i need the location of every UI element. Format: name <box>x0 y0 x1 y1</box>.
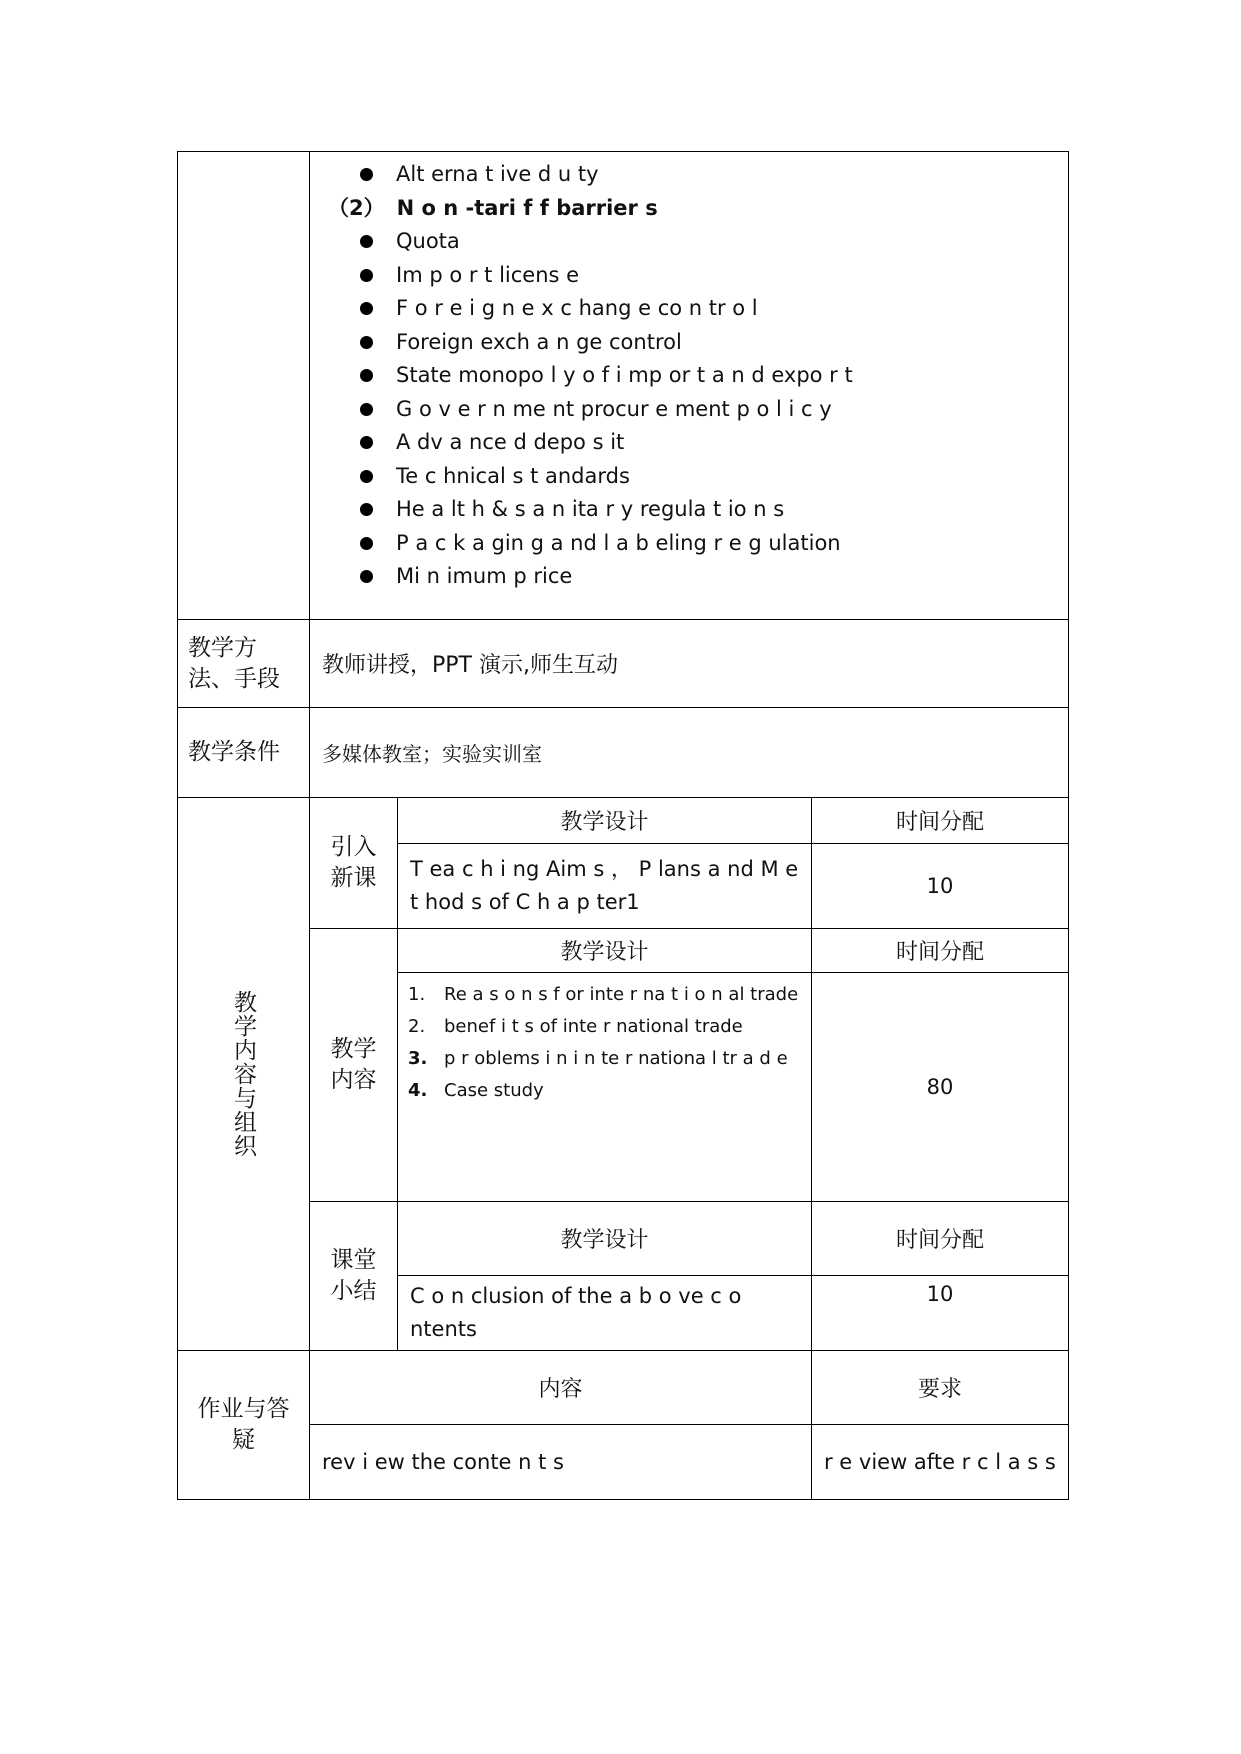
intro-label: 引入新课 <box>310 798 398 929</box>
bullet-icon <box>360 168 373 181</box>
teaching-methods-value: 教师讲授，PPT 演示,师生互动 <box>310 620 1069 708</box>
homework-requirement-header: 要求 <box>812 1351 1069 1425</box>
bullet-icon <box>360 470 373 483</box>
intro-text: T ea c h i ng Aim s ， P lans a nd M e t hod s of C h a p ter1 <box>398 844 812 929</box>
list-item: 4. Case study <box>408 1080 544 1101</box>
list-item: A dv a nce d depo s it <box>310 426 1068 460</box>
intro-design-header: 教学设计 <box>398 798 812 844</box>
content-org-label-cell <box>178 798 310 1351</box>
list-item: 2. benef i t s of inte r national trade <box>408 1016 743 1037</box>
list-item: Alt erna t ive d u ty <box>310 158 1068 192</box>
intro-time-header: 时间分配 <box>812 798 1069 844</box>
bullet-icon <box>360 570 373 583</box>
intro-time: 10 <box>812 844 1069 929</box>
subheading-non-tariff: （2） N o n -tari f f barrier s <box>328 195 658 220</box>
teaching-conditions-label: 教学条件 <box>178 708 310 798</box>
homework-content: rev i ew the conte n t s <box>310 1425 812 1500</box>
list-item: Te c hnical s t andards <box>310 460 1068 494</box>
bullet-icon <box>360 235 373 248</box>
summary-time-header: 时间分配 <box>812 1202 1069 1276</box>
homework-requirement: r e view afte r c l a s s <box>812 1425 1069 1500</box>
main-time-header: 时间分配 <box>812 929 1069 973</box>
list-item: P a c k a gin g a nd l a b eling r e g ulation <box>310 527 1068 561</box>
summary-time: 10 <box>812 1276 1069 1351</box>
teaching-conditions-row <box>178 708 1069 798</box>
list-item: State monopo l y o f i mp or t a n d expo r t <box>310 359 1068 393</box>
list-item: Quota <box>310 225 1068 259</box>
list-item: 3. p r oblems i n i n te r nationa l tr a d e <box>408 1048 788 1069</box>
list-item: Foreign exch a n ge control <box>310 326 1068 360</box>
summary-header-row <box>178 1202 1069 1276</box>
bullet-icon <box>360 369 373 382</box>
homework-row <box>178 1425 1069 1500</box>
measures-label-cell <box>178 152 310 620</box>
main-label: 教学内容 <box>310 929 398 1202</box>
intro-header-row <box>178 798 1069 844</box>
bullet-icon <box>360 269 373 282</box>
bullet-icon <box>360 537 373 550</box>
measures-content-cell <box>310 152 1069 620</box>
main-time: 80 <box>812 973 1069 1202</box>
homework-label: 作业与答疑 <box>178 1351 310 1500</box>
main-design-header: 教学设计 <box>398 929 812 973</box>
main-content-cell <box>398 973 812 1202</box>
list-item: 1. Re a s o n s f or inte r na t i o n al trade <box>408 984 799 1005</box>
trade-barriers-list <box>310 152 1068 606</box>
bullet-icon <box>360 436 373 449</box>
main-content-list <box>398 973 811 1137</box>
summary-design-header: 教学设计 <box>398 1202 812 1276</box>
main-header-row <box>178 929 1069 973</box>
summary-text: C o n clusion of the a b o ve c o ntents <box>398 1276 812 1351</box>
list-item: He a lt h & s a n ita r y regula t io n s <box>310 493 1068 527</box>
list-item: Mi n imum p rice <box>310 560 1068 594</box>
bullet-icon <box>360 503 373 516</box>
list-item: G o v e r n me nt procur e ment p o l i c y <box>310 393 1068 427</box>
lesson-plan-table <box>177 151 1069 1500</box>
homework-content-header: 内容 <box>310 1351 812 1425</box>
teaching-conditions-value: 多媒体教室；实验实训室 <box>310 708 1069 798</box>
summary-label: 课堂小结 <box>310 1202 398 1351</box>
bullet-icon <box>360 336 373 349</box>
content-org-label: 教学内容与组织 <box>230 990 256 1158</box>
list-item: F o r e i g n e x c hang e co n tr o l <box>310 292 1068 326</box>
bullet-icon <box>360 302 373 315</box>
teaching-methods-label: 教学方法、手段 <box>178 620 310 708</box>
bullet-icon <box>360 403 373 416</box>
teaching-methods-row <box>178 620 1069 708</box>
homework-header-row <box>178 1351 1069 1425</box>
list-item: Im p o r t licens e <box>310 259 1068 293</box>
measures-row <box>178 152 1069 620</box>
